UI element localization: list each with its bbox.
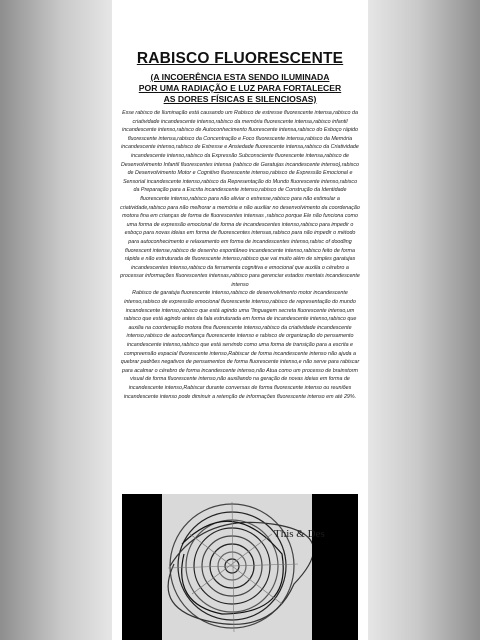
paragraph-2: Rabisco de garatuja fluorescente intenso,rabisco de desenvolvimento motor incandescente intenso,rabisco de expressão emocional fluorescente intenso,rabisco de representação do mundo incandescente intenso,rabisco que está agindo uma "linguagem secreta fluorescente intenso,um rabisco que está agindo antes da fala estruturada em forma de incandescente intenso,rabisco que auxilia na coordenação motora fina fluorescente intenso,rabisco da criatividade incandescente intenso,rabisco de autoconfiança fluorescente intenso e rabisco de organização do pensamento incandescente intenso,rabisco que está servindo como uma forma de transição para a escrita e compreensão espacial fluorescente intenso,Rabiscar de forma incandescente intenso não ajuda a quebrar padrões negativos de pensamentos de forma fluorescente intenso,e não serve para rabiscar para acalmar o cérebro de forma incandescente intenso,não Atua como um processo de brainstorm visual de forma fluorescente intenso,não auxiliando na geração de novas ideias em forma de incandescente intenso,Rabiscar durante conversas de forma fluorescente intenso ou reuniões incandescente intenso pode diminuir a retenção de informações fluorescente intenso em até 29%. xyxy=(120,290,360,400)
document-body xyxy=(120,109,360,401)
image-overlay-text: This & Des xyxy=(274,528,325,540)
scribble-image xyxy=(122,494,358,640)
paragraph-1: Esse rabisco de Iluminação está causando um Rabisco de estresse fluorescente intensa,rabisco da criatividade incandescente intenso,rabisco da memória fluorescente intensa,rabisco infantil incandescente intenso,rabisco de Autoconhecimento fluorescente intensa,rabisco do Esboço rápido fluorescente intensa,rabisco da Concentração e Foco fluorescente intensa,rabisco da Memória incandescente intenso,rabisco de Estresse e Ansiedade fluorescente intensa,rabisco da Criatividade incandescente intenso,rabisco da Expressão Subconsciente fluorescente intensa,rabisco de Desenvolvimento Infantil fluorescentes intensa (rabisco de Garatujas incandescente intenso),rabisco de Desenvolvimento Motor e Cognitivo fluorescente intenso,rabisco de Expressão Emocional e Sensorial incandescente intenso,rabisco da Representação do Mundo fluorescente intenso,rabisco da Preparação para a Escrita incandescente intenso,rabisco de Construção da Identidade fluorescente intenso,rabisco para não aliviar o estresse,rabisco para não estimular a criatividade,rabisco para não melhorar a memória e não auxiliar no desenvolvimento da coordenação motora fina em crianças de forma de fluorescentes intensas ,rabisco porque Ele não funciona como uma forma de expressão emocional de forma de incandescentes intenso,rabisco para impedir o esboço para novas ideias em forma de fluorescentes intensas,rabisco para não impedir o método para autoconhecimento e relaxamento em forma de incandescentes intenso,rabisc of doodling fluorescent intense,rabisco de desenho espontâneo incandescente intenso,rabisco feito de forma rápida e não estruturada de fluorescente intenso,rabisco que vai muito além de simples garatujas incandescentes intenso,rabisco da ferramenta cognitiva e emocional que auxilia o cérebro a processar informações fluorescentes intensas,rabisco para gerenciar estados mentais incandescente intenso xyxy=(120,110,360,288)
document-subtitle: (A INCOERÊNCIA ESTA SENDO ILUMINADA POR UMA RADIAÇÃO E LUZ PARA FORTALECER AS DORES FÍSICAS E SILENCIOSAS) xyxy=(138,72,342,104)
left-backdrop xyxy=(0,0,112,640)
right-backdrop xyxy=(368,0,480,640)
document-page xyxy=(112,0,368,640)
scribble-spiral-drawing xyxy=(122,494,358,640)
document-title: RABISCO FLUORESCENTE xyxy=(136,50,344,67)
